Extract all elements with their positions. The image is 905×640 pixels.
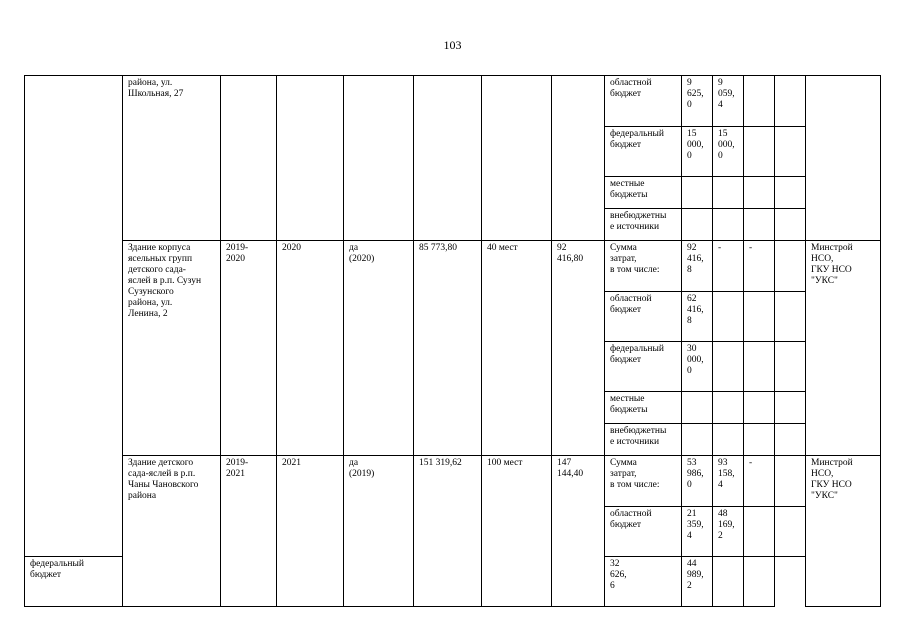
cost-cell: 85 773,80: [414, 241, 482, 456]
responsible-cell: Минстрой НСО, ГКУ НСО "УКС": [806, 241, 881, 456]
funding-value-cell: 21 359, 4: [682, 507, 713, 557]
object-name-cell: Здание детского сада-яслей в р.п. Чаны Чановского района: [123, 456, 221, 607]
funding-value-cell: [682, 392, 713, 424]
funding-value-cell: 93 158, 4: [713, 456, 744, 507]
funding-value-cell: [682, 209, 713, 241]
funding-value-cell: -: [744, 456, 775, 507]
funding-value-cell: 62 416, 8: [682, 292, 713, 342]
funding-value-cell: [744, 127, 775, 177]
funding-value-cell: 53 986, 0: [682, 456, 713, 507]
page-number: 103: [443, 38, 462, 52]
capacity-cell: 100 мест: [482, 456, 552, 607]
funding-value-cell: 32 626, 6: [605, 557, 682, 607]
funding-value-cell: [744, 342, 775, 392]
funding-value-cell: [744, 177, 775, 209]
funding-value-cell: 9 059, 4: [713, 76, 744, 127]
funding-value-cell: [682, 424, 713, 456]
funding-value-cell: [775, 127, 806, 177]
investment-table: [24, 75, 881, 607]
cost-cell: 151 319,62: [414, 456, 482, 607]
number-cell: [25, 76, 123, 557]
funding-value-cell: [713, 392, 744, 424]
funding-value-cell: [744, 424, 775, 456]
funding-value-cell: [744, 209, 775, 241]
funding-value-cell: [775, 76, 806, 127]
funding-value-cell: -: [713, 241, 744, 292]
funding-source-cell: местные бюджеты: [605, 177, 682, 209]
funding-value-cell: [775, 177, 806, 209]
funding-source-cell: внебюджетны е источники: [605, 209, 682, 241]
funding-value-cell: [775, 209, 806, 241]
funding-value-cell: [775, 241, 806, 292]
funding-value-cell: [775, 456, 806, 507]
remaining-cost-cell: 92 416,80: [552, 241, 605, 456]
funding-value-cell: [744, 392, 775, 424]
funding-value-cell: [713, 177, 744, 209]
funding-value-cell: [744, 557, 775, 607]
remaining-cost-cell: 147 144,40: [552, 456, 605, 607]
funding-source-cell: Сумма затрат, в том числе:: [605, 241, 682, 292]
funding-value-cell: [775, 392, 806, 424]
responsible-cell: Минстрой НСО, ГКУ НСО "УКС": [806, 456, 881, 607]
capacity-cell: [482, 76, 552, 241]
funding-value-cell: [713, 557, 744, 607]
responsible-cell: [806, 76, 881, 241]
funding-value-cell: 48 169, 2: [713, 507, 744, 557]
funding-source-cell: областной бюджет: [605, 76, 682, 127]
funding-source-cell: федеральный бюджет: [25, 557, 123, 607]
commission-year-cell: 2021: [277, 456, 344, 607]
remaining-cost-cell: [552, 76, 605, 241]
funding-source-cell: Сумма затрат, в том числе:: [605, 456, 682, 507]
funding-value-cell: [713, 292, 744, 342]
cost-cell: [414, 76, 482, 241]
funding-value-cell: 92 416, 8: [682, 241, 713, 292]
funding-value-cell: [744, 507, 775, 557]
funding-source-cell: внебюджетны е источники: [605, 424, 682, 456]
funding-source-cell: федеральный бюджет: [605, 342, 682, 392]
capacity-cell: 40 мест: [482, 241, 552, 456]
funding-value-cell: 9 625, 0: [682, 76, 713, 127]
funding-value-cell: [775, 507, 806, 557]
funding-value-cell: 30 000, 0: [682, 342, 713, 392]
funding-source-cell: федеральный бюджет: [605, 127, 682, 177]
commission-year-cell: [277, 76, 344, 241]
period-cell: [221, 76, 277, 241]
funding-value-cell: 44 989, 2: [682, 557, 713, 607]
funding-value-cell: [775, 342, 806, 392]
funding-value-cell: [713, 342, 744, 392]
period-cell: 2019- 2021: [221, 456, 277, 607]
funding-value-cell: [682, 177, 713, 209]
funding-value-cell: [744, 292, 775, 342]
funding-source-cell: областной бюджет: [605, 292, 682, 342]
funding-source-cell: местные бюджеты: [605, 392, 682, 424]
documentation-cell: да (2020): [344, 241, 414, 456]
object-name-cell: Здание корпуса ясельных групп детского сада- яслей в р.п. Сузун Сузунского района, ул. Ленина, 2: [123, 241, 221, 456]
funding-value-cell: -: [744, 241, 775, 292]
funding-value-cell: [744, 76, 775, 127]
funding-value-cell: [775, 424, 806, 456]
funding-value-cell: 15 000, 0: [713, 127, 744, 177]
period-cell: 2019- 2020: [221, 241, 277, 456]
documentation-cell: да (2019): [344, 456, 414, 607]
object-name-cell: района, ул. Школьная, 27: [123, 76, 221, 241]
funding-source-cell: областной бюджет: [605, 507, 682, 557]
funding-value-cell: [775, 292, 806, 342]
funding-value-cell: [713, 209, 744, 241]
commission-year-cell: 2020: [277, 241, 344, 456]
funding-value-cell: 15 000, 0: [682, 127, 713, 177]
funding-value-cell: [713, 424, 744, 456]
documentation-cell: [344, 76, 414, 241]
